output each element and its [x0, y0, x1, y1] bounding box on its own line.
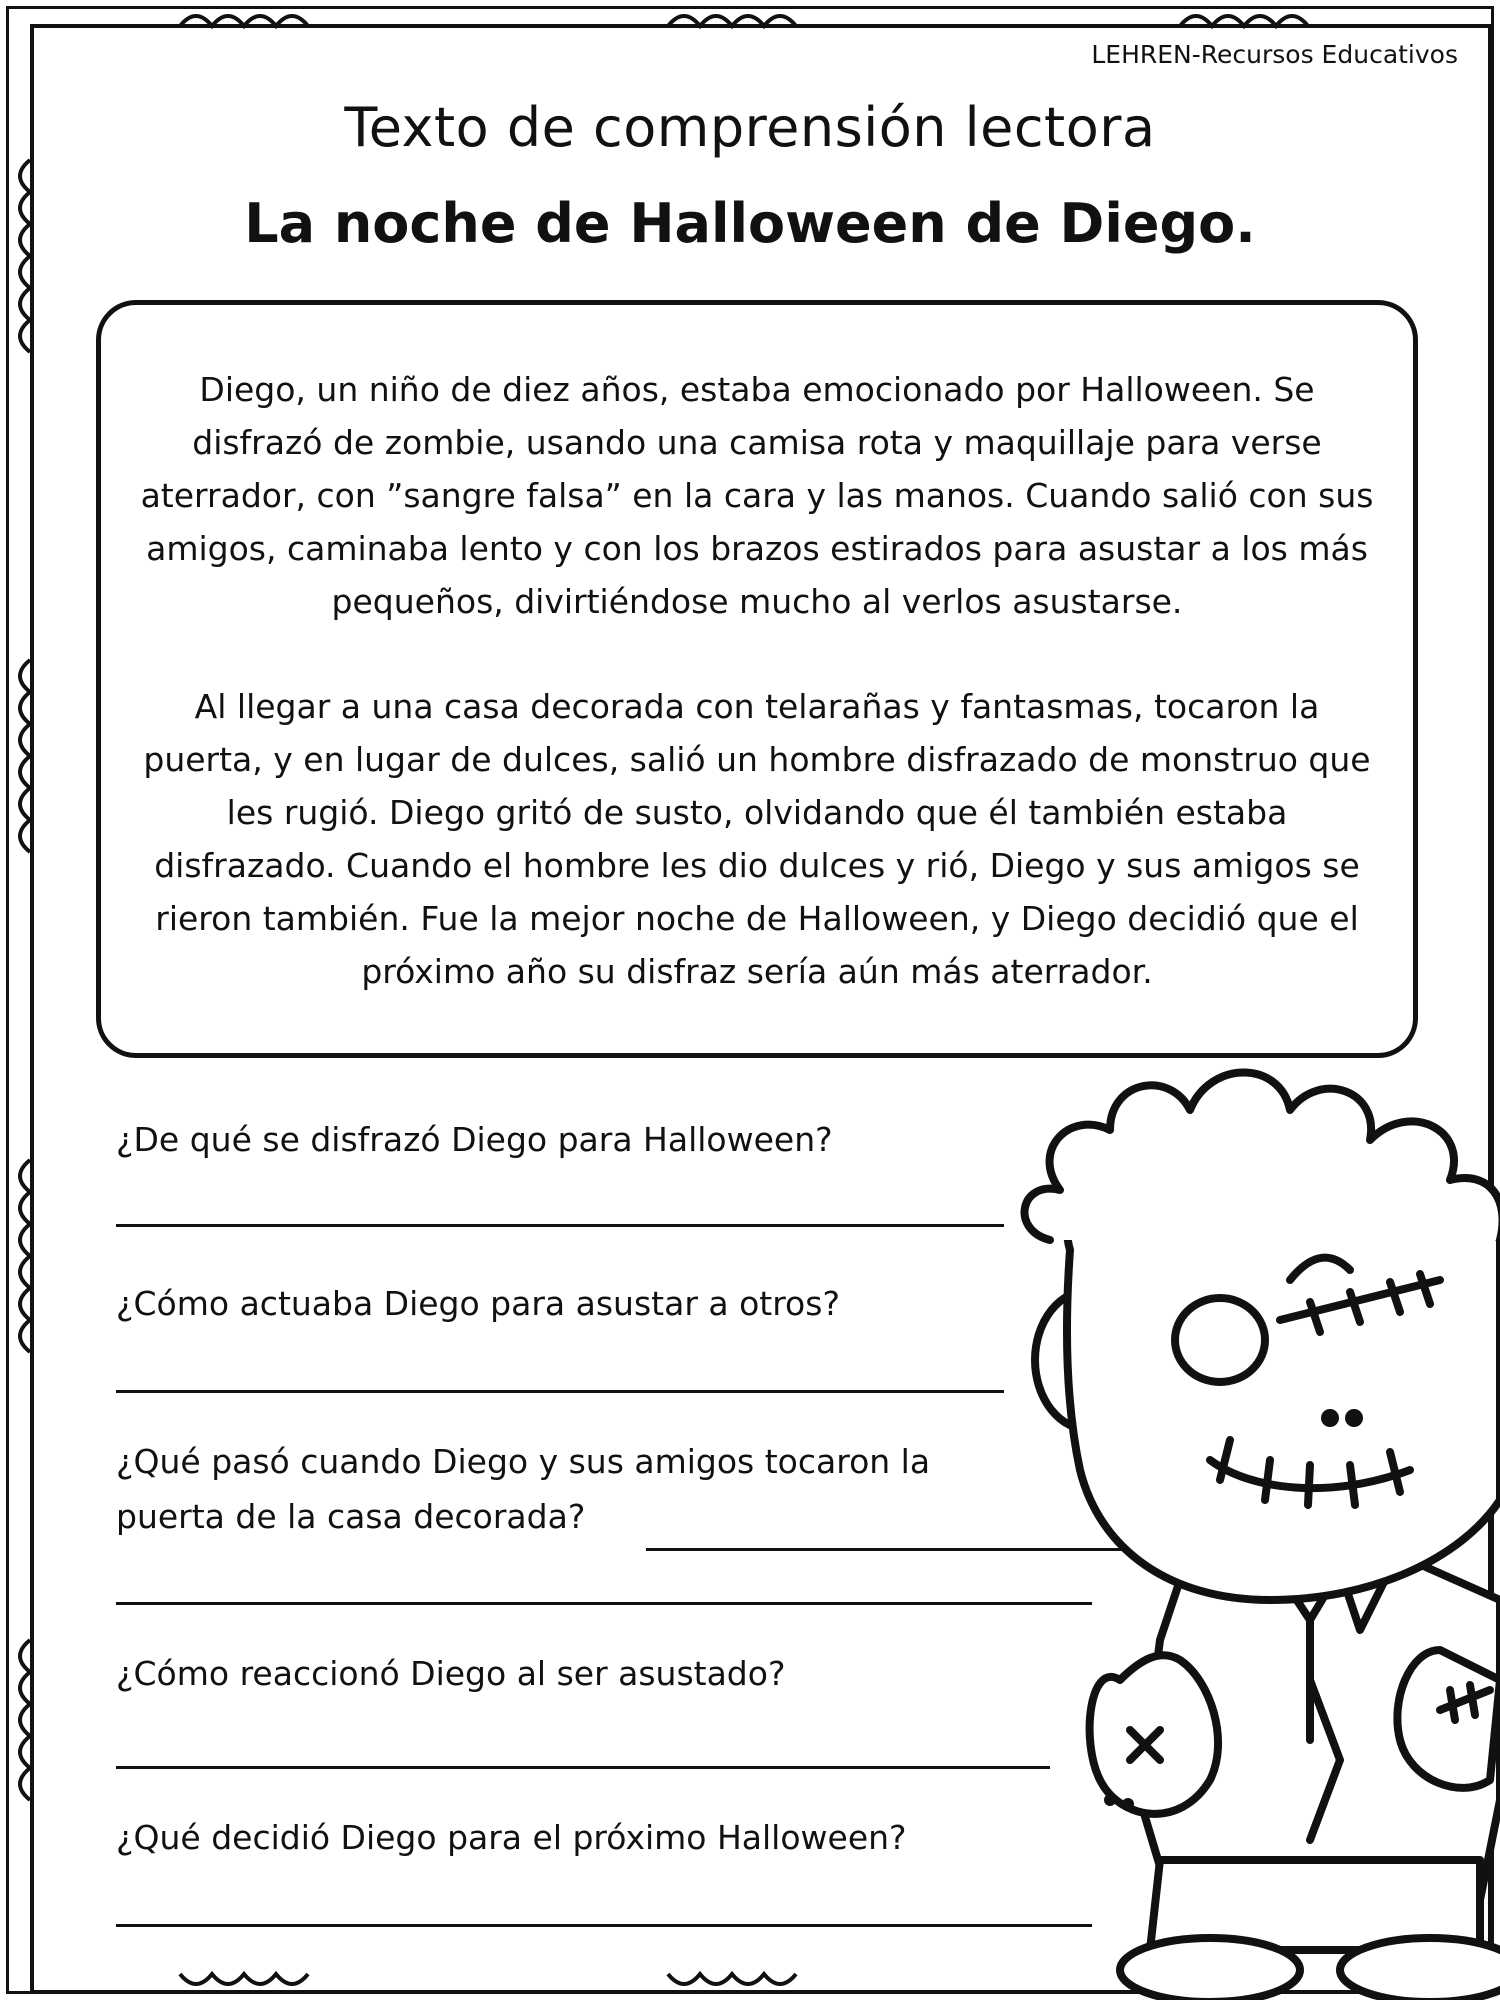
- top-scallop-center: [668, 16, 796, 26]
- question-2: ¿Cómo actuaba Diego para asustar a otros?: [116, 1284, 840, 1323]
- question-3: ¿Qué pasó cuando Diego y sus amigos tocaron la puerta de la casa decorada?: [116, 1442, 931, 1536]
- left-scallop-1: [20, 160, 30, 352]
- answer-line-4[interactable]: [116, 1766, 1050, 1769]
- answer-line-5[interactable]: [116, 1924, 1092, 1927]
- answer-line-2[interactable]: [116, 1390, 1004, 1393]
- story-title: La noche de Halloween de Diego.: [244, 192, 1256, 255]
- bottom-scallop-left: [180, 1974, 308, 1984]
- watermark-text: LEHREN-Recursos Educativos: [1091, 40, 1458, 69]
- zombie-boy-icon: [1010, 1040, 1500, 2000]
- answer-line-1[interactable]: [116, 1224, 1004, 1227]
- answer-line-3b[interactable]: [116, 1602, 1092, 1605]
- story-text-box: [96, 300, 1418, 1058]
- left-scallop-2: [20, 660, 30, 852]
- question-4: ¿Cómo reaccionó Diego al ser asustado?: [116, 1654, 786, 1693]
- left-scallop-4: [20, 1640, 30, 1800]
- question-1: ¿De qué se disfrazó Diego para Halloween?: [116, 1120, 833, 1159]
- story-paragraph-2: Al llegar a una casa decorada con telarañas y fantasmas, tocaron la puerta, y en lugar de dulces, salió un hombre disfrazado de monstruo que les rugió. Diego gritó de susto, olvidando que él también estaba disfrazado. Cuando el hombre les dio dulces y rió, Diego y sus amigos se rieron también. Fue la mejor noche de Halloween, y Diego decidió que el próximo año su disfraz sería aún más aterrador.: [143, 687, 1371, 991]
- page-title: Texto de comprensión lectora: [344, 96, 1156, 159]
- top-scallop-left: [180, 16, 308, 26]
- question-5: ¿Qué decidió Diego para el próximo Halloween?: [116, 1818, 907, 1857]
- bottom-scallop-center: [668, 1974, 796, 1984]
- top-scallop-right: [1180, 16, 1308, 26]
- story-paragraph-1: Diego, un niño de diez años, estaba emocionado por Halloween. Se disfrazó de zombie, usando una camisa rota y maquillaje para verse aterrador, con ”sangre falsa” en la cara y las manos. Cuando salió con sus amigos, caminaba lento y con los brazos estirados para asustar a los más pequeños, divirtiéndose mucho al verlos asustarse.: [140, 370, 1374, 621]
- left-scallop-3: [20, 1160, 30, 1352]
